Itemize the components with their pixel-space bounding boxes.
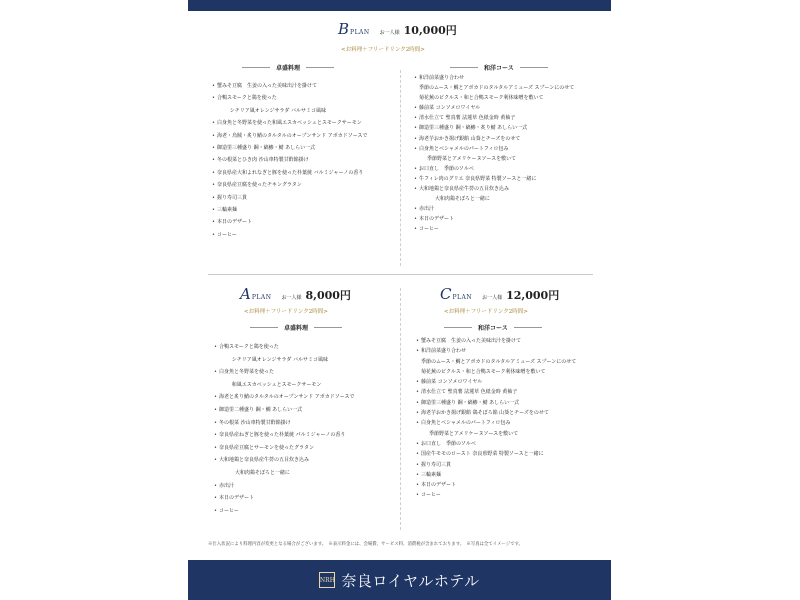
plan-a-subtitle: <お料理＋フリードリンク2時間> — [244, 309, 328, 315]
plan-c-word: PLAN — [452, 294, 473, 301]
footer-bar — [188, 560, 611, 600]
list-item: • 海老芋おかき揚げ銀餡 山葵とチーズをのせて — [414, 134, 574, 144]
list-item: • 白身魚とベシャメルのパートフィロ包み 季節野菜とアメリケーヌソースを敷いて — [414, 144, 574, 164]
list-item: • お口直し 季節のソルベ — [416, 439, 576, 449]
plan-c-title — [444, 323, 542, 332]
list-item: • 牛フィレ肉のグリエ 奈良県野菜 特製ソースと一緒に — [414, 174, 574, 184]
list-item: • 清水仕立て 聖真薯 法蓮草 色紙金時 黄柚子 — [416, 387, 576, 397]
plan-a-header — [240, 285, 351, 303]
list-item: • お口直し 季節のソルベ — [414, 164, 574, 174]
list-item: • 奈良県産豆腐とサーモンを使ったグラタン — [214, 442, 354, 455]
list-item: • 白身魚とベシャメルのパートフィロ包み 季節野菜とアメリケーヌソースを敷いて — [416, 418, 576, 439]
list-item: • 大和地鶏と奈良県産牛蒡の五目炊き込み 大和肉鶏そぼろと一緒に — [414, 184, 574, 204]
plan-a-price: 8,000円 — [305, 289, 351, 302]
list-item: • 御造里三種盛り 鋼・縞鯵・鯖 あしらい一式 — [212, 142, 367, 154]
list-item: • コーヒー — [212, 229, 367, 241]
plan-b-price: 10,000円 — [403, 24, 457, 37]
list-item: • 蟹みそ豆腐 生姜の入った美味出汁を掛けて — [212, 80, 367, 92]
list-item: • 和洋前菜盛り合わせ 季節のムース・鯛とアボカドのタルタルアミューズ スプーンにのせて 菊花蕪のピクルス・和と合鴨スモーク利休味噌を敷いて — [414, 73, 574, 103]
plan-b-per-person: お一人様 — [379, 30, 400, 36]
list-item: • 冬の根菜とひき肉 沙山車特製甘酢餡掛け — [212, 154, 367, 166]
plan-c-header — [440, 285, 559, 303]
list-item: • 合鴨スモークと鶏を使った シチリア風オレンジサラダ バルサミコ風味 — [212, 92, 367, 117]
list-item: • 赤出汁 — [214, 480, 354, 493]
list-item: • コーヒー — [414, 224, 574, 234]
list-item: • 御造里三種盛り 鋼・縞鯵・鯖 あしらい一式 — [416, 398, 576, 408]
list-item: • 白身魚と冬野菜を使った和風エスカベッシュとスモークサーモン — [212, 117, 367, 129]
list-item: • 本日のデザート — [214, 492, 354, 505]
plan-a-list — [214, 341, 354, 517]
plan-b-right-title — [450, 63, 548, 72]
section-divider — [208, 274, 593, 275]
plan-b-left-title-text: 卓盛料理 — [276, 65, 301, 72]
footnote: ※仕入状況により料理内容が変更となる場合がございます。 ※表示料金には、会場費、サービス料、消費税が含まれております。 ※写真は全てイメージです。 — [208, 542, 523, 547]
plan-b-right-title-text: 和洋コース — [484, 65, 514, 72]
plan-c-letter: C — [440, 285, 452, 303]
plan-b-header — [338, 20, 457, 38]
list-item: • 白身魚と冬野菜を使った 和風エスカベッシュとスモークサーモン — [214, 366, 354, 391]
list-item: • 合鴨スモークと鶏を使った シチリア風オレンジサラダ バルサミコ風味 — [214, 341, 354, 366]
list-item: • 赤出汁 — [414, 204, 574, 214]
plan-b-left-title — [242, 63, 334, 72]
plan-c-price: 12,000円 — [506, 289, 560, 302]
plan-a-per-person: お一人様 — [281, 295, 302, 301]
plan-b-column-divider — [400, 70, 401, 266]
plan-b-left-list — [212, 80, 367, 241]
list-item: • 藤前菜 コンソメロワイヤル — [414, 103, 574, 113]
list-item: • 握り寿司三貫 — [416, 460, 576, 470]
top-bar — [188, 0, 611, 11]
plan-a-word: PLAN — [251, 294, 272, 301]
plan-c-subtitle: <お料理＋フリードリンク2時間> — [444, 309, 528, 315]
plan-a-letter: A — [240, 285, 251, 303]
list-item: • コーヒー — [214, 505, 354, 518]
plan-b-subtitle: <お料理＋フリードリンク2時間> — [341, 47, 425, 53]
list-item: • 奈良県産ねぎと豚を使った朴葉焼 パルミジャーノの香り — [214, 429, 354, 442]
list-item: • 奈良県産豆腐を使ったチキングラタン — [212, 179, 367, 191]
list-item: • 海老・烏賊・炙り鯖のタルタルのオープンサンド アボカドソースで — [212, 130, 367, 142]
list-item: • 御造里三種盛り 鋼・縞鯵・炙り鯖 あしらい一式 — [414, 123, 574, 133]
plan-b-right-list — [414, 73, 574, 235]
list-item: • 三輪素麺 — [416, 470, 576, 480]
plan-c-list — [416, 336, 576, 501]
list-item: • 奈良県産大和よれなぎと豚を使った朴葉焼 バルミジャーノの香り — [212, 167, 367, 179]
list-item: • 御造里二種盛り 鋼・鯛 あしらい一式 — [214, 404, 354, 417]
list-item: • 国産牛モモのロースト 奈良県野菜 特製ソースと一緒に — [416, 449, 576, 459]
list-item: • 三輪素麺 — [212, 204, 367, 216]
plan-a-title-text: 卓盛料理 — [284, 325, 309, 332]
list-item: • 海老と炙り鯖のタルタルのオープンサンド アボカドソースで — [214, 391, 354, 404]
list-item: • 大和地鶏と奈良県産牛蒡の五目炊き込み 大和肉鶏そぼろと一緒に — [214, 454, 354, 479]
list-item: • 和洋前菜盛り合わせ 季節のムース・鯛とアボカドのタルタルアミューズ スプーンにのせて 菊花蕪のピクルス・和と合鴨スモーク利休味噌を敷いて — [416, 346, 576, 377]
list-item: • 冬の根菜 沙山車特製甘酢餡掛け — [214, 417, 354, 430]
plan-b-word: PLAN — [350, 29, 370, 36]
list-item: • 蟹みそ豆腐 生姜の入った美味出汁を掛けて — [416, 336, 576, 346]
list-item: • 清水仕立て 聖真薯 法蓮草 色紙金時 黄柚子 — [414, 113, 574, 123]
list-item: • 握り寿司三貫 — [212, 192, 367, 204]
hotel-logo-icon: NRH — [319, 572, 335, 588]
list-item: • 藤前菜 コンソメロワイヤル — [416, 377, 576, 387]
hotel-name: 奈良ロイヤルホテル — [341, 571, 480, 590]
plan-b-letter: B — [338, 20, 350, 38]
plan-a-title — [250, 323, 342, 332]
list-item: • コーヒー — [416, 490, 576, 500]
menu-flyer — [188, 0, 611, 600]
list-item: • 海老芋おかき揚げ銀餡 鶏そぼろ餡 山葵とチーズをのせて — [416, 408, 576, 418]
plan-ac-column-divider — [400, 288, 401, 530]
list-item: • 本日のデザート — [414, 214, 574, 224]
list-item: • 本日のデザート — [212, 216, 367, 228]
plan-c-per-person: お一人様 — [482, 295, 503, 301]
plan-c-title-text: 和洋コース — [478, 325, 508, 332]
list-item: • 本日のデザート — [416, 480, 576, 490]
